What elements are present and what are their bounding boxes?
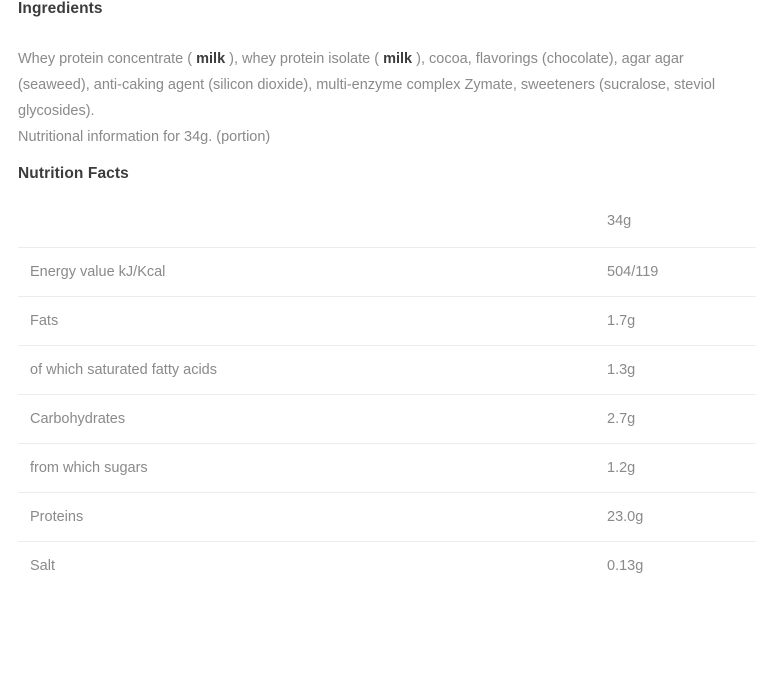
row-value: 1.7g [595, 296, 756, 345]
portion-note: Nutritional information for 34g. (portion) [18, 129, 271, 145]
row-label: Energy value kJ/Kcal [18, 247, 595, 296]
nutrition-table-head [18, 209, 756, 248]
row-value: 0.13g [607, 557, 644, 574]
allergen-milk-1: milk [196, 51, 226, 67]
ingredients-text [18, 46, 756, 150]
table-header-row [18, 209, 756, 248]
ingredients-text-part2: ), whey protein isolate ( [225, 51, 384, 67]
row-value: 23.0g [595, 492, 756, 541]
row-value: 1.2g [595, 443, 756, 492]
ingredients-text-part1: Whey protein concentrate ( [18, 51, 197, 67]
row-label: of which saturated fatty acids [18, 345, 595, 394]
row-label: Fats [18, 296, 595, 345]
row-value: 1.3g [595, 345, 756, 394]
table-row [18, 541, 756, 590]
table-row [18, 443, 756, 492]
row-value: 2.7g [595, 394, 756, 443]
row-label: from which sugars [18, 443, 595, 492]
allergen-milk-2: milk [383, 51, 413, 67]
row-label: Salt [30, 557, 55, 574]
column-header-serving: 34g [595, 209, 756, 248]
table-row [18, 247, 756, 296]
table-row [18, 492, 756, 541]
row-label: Proteins [18, 492, 595, 541]
row-value: 504/119 [595, 247, 756, 296]
nutrition-table-body [18, 247, 756, 590]
table-row [18, 394, 756, 443]
ingredients-text-part3: ), cocoa, flavorings (chocolate), agar agar (seaweed), anti-caking agent (silicon dioxide), multi-enzyme complex Zymate, sweeteners (sucralose, steviol glycosides). [18, 51, 716, 119]
column-header-nutrient [18, 209, 595, 248]
row-label: Carbohydrates [18, 394, 595, 443]
table-row [18, 296, 756, 345]
nutrition-facts-heading: Nutrition Facts [18, 164, 129, 182]
table-row [18, 345, 756, 394]
nutrition-facts-table [18, 209, 756, 590]
ingredients-heading: Ingredients [18, 0, 103, 17]
